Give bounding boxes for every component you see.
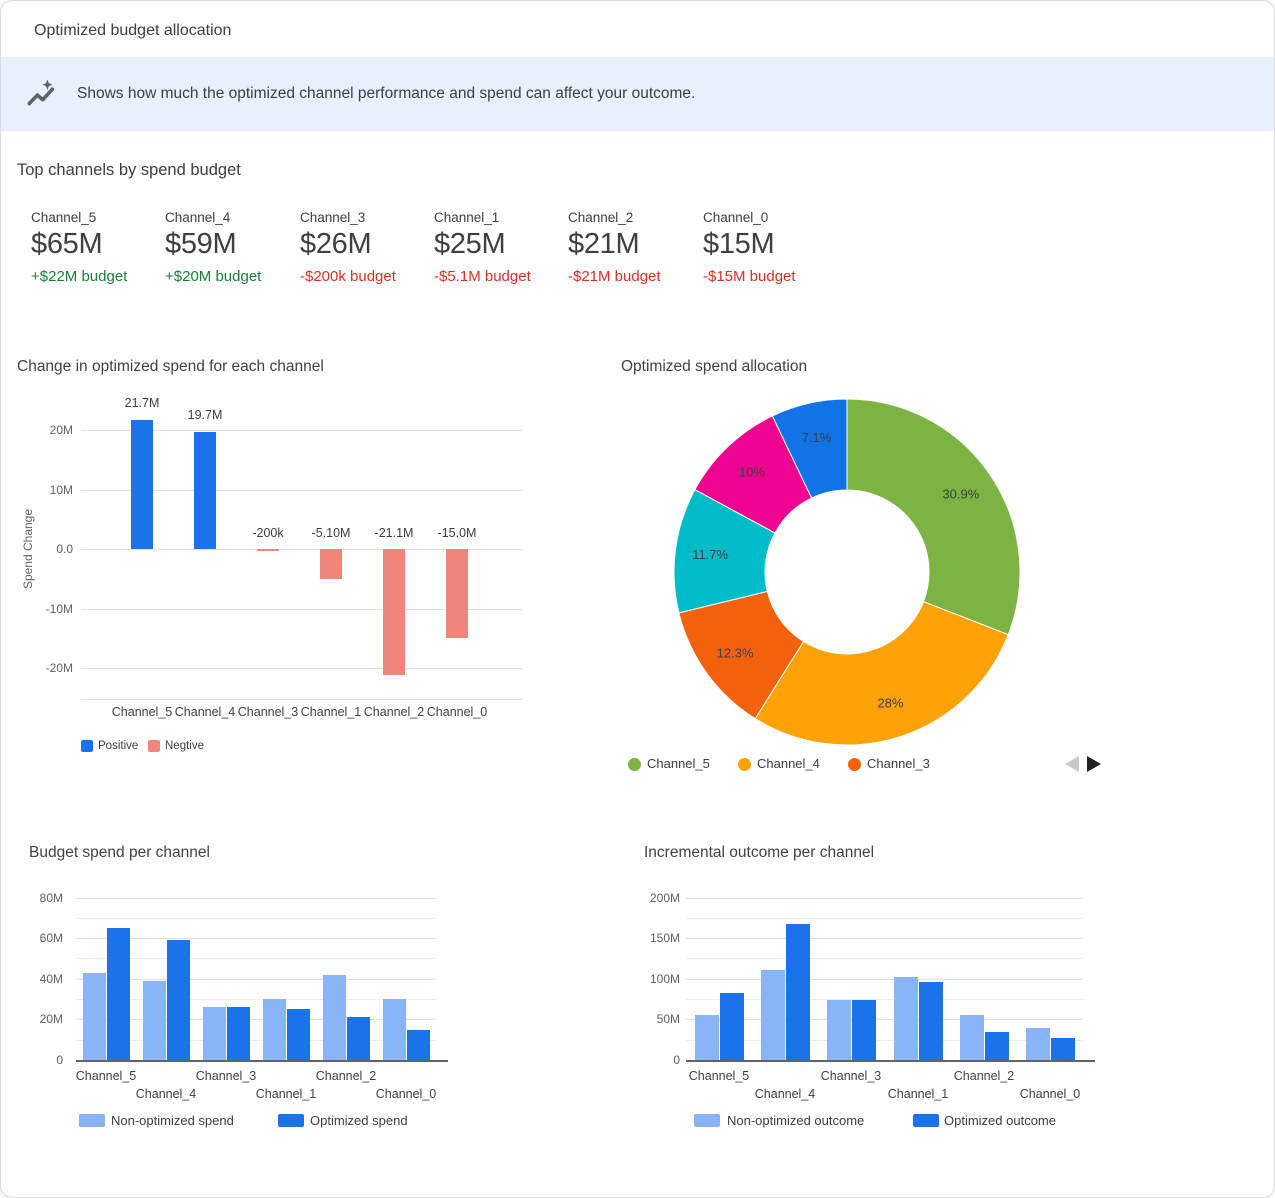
gridline-minor bbox=[686, 958, 1083, 959]
legend-label: Non-optimized spend bbox=[111, 1113, 234, 1128]
donut-legend-label[interactable]: Channel_4 bbox=[757, 756, 820, 771]
y-axis-tick: 10M bbox=[49, 482, 73, 497]
legend-swatch bbox=[79, 1114, 105, 1127]
bar-Channel_3-optimized[interactable] bbox=[227, 1007, 250, 1060]
donut-legend-dot-channel_3 bbox=[848, 758, 861, 771]
bar-Channel_1-non-optimized[interactable] bbox=[263, 999, 286, 1060]
bar-value-label: -21.1M bbox=[374, 526, 414, 540]
bar-Channel_4-optimized[interactable] bbox=[167, 940, 190, 1060]
legend-label: Optimized outcome bbox=[944, 1113, 1056, 1128]
y-axis-tick: 0 bbox=[673, 1053, 680, 1067]
y-axis-tick: 40M bbox=[39, 971, 63, 986]
donut-slice-Channel_4[interactable] bbox=[755, 602, 1008, 745]
stat-channel-name: Channel_2 bbox=[568, 210, 634, 225]
donut-slice-Channel_5[interactable] bbox=[847, 399, 1020, 635]
bar-Channel_2[interactable] bbox=[383, 549, 405, 675]
legend-swatch-positive bbox=[81, 740, 93, 752]
y-axis-tick: 200M bbox=[649, 890, 680, 905]
bar-Channel_3-non-optimized[interactable] bbox=[827, 1000, 851, 1060]
y-axis-tick: 20M bbox=[49, 423, 73, 437]
stat-channel-name: Channel_5 bbox=[31, 210, 97, 225]
channel-stat bbox=[31, 210, 161, 285]
gridline bbox=[686, 979, 1083, 980]
donut-legend-dot-channel_5 bbox=[628, 758, 641, 771]
x-axis-label: Channel_3 bbox=[237, 705, 299, 719]
x-axis-label: Channel_2 bbox=[953, 1069, 1015, 1083]
channel-stat bbox=[434, 210, 564, 285]
channel-stat bbox=[300, 210, 430, 285]
legend-pagination bbox=[1063, 754, 1109, 774]
y-axis-tick: 150M bbox=[649, 931, 680, 946]
bar-Channel_5-non-optimized[interactable] bbox=[695, 1015, 719, 1060]
x-axis-label: Channel_0 bbox=[375, 1087, 437, 1101]
donut-slice-label: 7.1% bbox=[801, 429, 832, 445]
bar-Channel_0-non-optimized[interactable] bbox=[383, 999, 406, 1060]
channel-stat bbox=[568, 210, 698, 285]
x-axis-label: Channel_4 bbox=[754, 1087, 816, 1101]
gridline bbox=[686, 938, 1083, 939]
y-axis-tick: 50M bbox=[656, 1012, 680, 1027]
bar-Channel_2-non-optimized[interactable] bbox=[323, 975, 346, 1060]
gridline-minor bbox=[686, 999, 1083, 1000]
gridline bbox=[81, 668, 523, 669]
x-axis-label: Channel_5 bbox=[75, 1069, 137, 1083]
legend-label: Optimized spend bbox=[310, 1113, 408, 1128]
bar-value-label: -200k bbox=[252, 526, 284, 540]
stat-channel-value: $26M bbox=[300, 228, 372, 260]
legend-label: Non-optimized outcome bbox=[727, 1113, 865, 1128]
bar-Channel_3-non-optimized[interactable] bbox=[203, 1007, 226, 1060]
x-axis-label: Channel_5 bbox=[111, 705, 173, 719]
bar-Channel_3-optimized[interactable] bbox=[852, 1000, 876, 1060]
gridline bbox=[76, 938, 436, 939]
bar-Channel_5-non-optimized[interactable] bbox=[83, 973, 106, 1060]
donut-slice-label: 10% bbox=[738, 464, 765, 480]
x-axis-line bbox=[686, 1060, 1095, 1062]
donut-slice-label: 28% bbox=[877, 695, 904, 711]
bar-Channel_2-non-optimized[interactable] bbox=[960, 1015, 984, 1061]
spend-change-y-axis-title: Spend Change bbox=[21, 508, 35, 590]
bar-Channel_3[interactable] bbox=[257, 549, 279, 551]
stat-channel-name: Channel_0 bbox=[703, 210, 769, 225]
legend-swatch-negtive bbox=[148, 740, 160, 752]
donut-svg bbox=[647, 372, 1047, 772]
y-axis-tick: 100M bbox=[649, 971, 680, 986]
bar-Channel_0[interactable] bbox=[446, 549, 468, 638]
stat-channel-value: $59M bbox=[165, 228, 237, 260]
budget-spend-chart-title: Budget spend per channel bbox=[29, 844, 210, 861]
y-axis-tick: 80M bbox=[39, 890, 63, 905]
donut-legend-label[interactable]: Channel_3 bbox=[867, 756, 930, 771]
x-axis-label: Channel_2 bbox=[363, 705, 425, 719]
channel-stat bbox=[165, 210, 295, 285]
x-axis-label: Channel_2 bbox=[315, 1069, 377, 1083]
stat-channel-name: Channel_1 bbox=[434, 210, 500, 225]
donut-slice-label: 30.9% bbox=[942, 486, 980, 502]
stat-channel-value: $25M bbox=[434, 228, 506, 260]
stat-channel-value: $21M bbox=[568, 228, 640, 260]
banner-text: Shows how much the optimized channel performance and spend can affect your outcome. bbox=[77, 85, 696, 102]
bar-value-label: -5.10M bbox=[311, 526, 351, 540]
stat-channel-value: $15M bbox=[703, 228, 775, 260]
info-banner bbox=[1, 57, 1274, 131]
x-axis-label: Channel_1 bbox=[255, 1087, 317, 1101]
y-axis-tick: 0.0 bbox=[56, 542, 73, 556]
y-axis-tick: -20M bbox=[45, 661, 73, 675]
stat-channel-delta: -$21M budget bbox=[568, 268, 661, 285]
x-axis-label: Channel_4 bbox=[135, 1087, 197, 1101]
legend-next-arrow-icon[interactable] bbox=[1087, 756, 1101, 772]
bar-value-label: -15.0M bbox=[437, 526, 477, 540]
stat-channel-delta: -$200k budget bbox=[300, 268, 396, 285]
stat-channel-name: Channel_3 bbox=[300, 210, 366, 225]
legend-label: Positive bbox=[98, 740, 139, 752]
x-axis-label: Channel_0 bbox=[426, 705, 488, 719]
donut-legend-label[interactable]: Channel_5 bbox=[647, 756, 710, 771]
bar-Channel_0-optimized[interactable] bbox=[407, 1030, 430, 1060]
x-axis-label: Channel_5 bbox=[688, 1069, 750, 1083]
gridline bbox=[76, 898, 436, 899]
bar-Channel_4-optimized[interactable] bbox=[786, 924, 810, 1060]
bar-Channel_0-non-optimized[interactable] bbox=[1026, 1028, 1050, 1060]
stat-channel-name: Channel_4 bbox=[165, 210, 231, 225]
bar-Channel_5-optimized[interactable] bbox=[720, 993, 744, 1060]
bar-Channel_4[interactable] bbox=[194, 432, 216, 549]
bar-Channel_0-optimized[interactable] bbox=[1051, 1038, 1075, 1060]
y-axis-tick: 60M bbox=[39, 931, 63, 946]
bar-Channel_1-optimized[interactable] bbox=[919, 982, 943, 1060]
legend-swatch bbox=[694, 1114, 720, 1127]
gridline bbox=[686, 898, 1083, 899]
stat-channel-delta: -$15M budget bbox=[703, 268, 796, 285]
top-channels-heading: Top channels by spend budget bbox=[17, 161, 241, 179]
bar-Channel_1-non-optimized[interactable] bbox=[894, 977, 918, 1060]
insights-icon bbox=[25, 78, 57, 110]
stat-channel-delta: -$5.1M budget bbox=[434, 268, 531, 285]
x-axis-line bbox=[76, 1060, 448, 1062]
bar-Channel_4-non-optimized[interactable] bbox=[761, 970, 785, 1060]
y-axis-tick: 0 bbox=[56, 1053, 63, 1067]
gridline-minor bbox=[686, 1040, 1083, 1041]
stat-channel-value: $65M bbox=[31, 228, 103, 260]
x-axis-label: Channel_4 bbox=[174, 705, 236, 719]
legend-swatch bbox=[913, 1114, 939, 1127]
donut-slice-label: 12.3% bbox=[716, 645, 754, 661]
gridline-minor bbox=[76, 958, 436, 959]
channel-stat bbox=[703, 210, 833, 285]
plot-bottom-border bbox=[81, 699, 523, 700]
bar-value-label: 21.7M bbox=[124, 395, 160, 410]
bar-Channel_4-non-optimized[interactable] bbox=[143, 981, 166, 1060]
donut-legend-dot-channel_4 bbox=[738, 758, 751, 771]
spend-change-chart-title: Change in optimized spend for each channel bbox=[17, 358, 324, 375]
gridline bbox=[686, 1019, 1083, 1020]
bar-Channel_2-optimized[interactable] bbox=[347, 1017, 370, 1060]
spend-allocation-title: Optimized spend allocation bbox=[621, 358, 808, 375]
gridline-minor bbox=[76, 918, 436, 919]
incremental-outcome-chart-title: Incremental outcome per channel bbox=[644, 844, 875, 861]
y-axis-tick: -10M bbox=[45, 601, 73, 616]
x-axis-label: Channel_1 bbox=[887, 1087, 949, 1101]
bar-Channel_1[interactable] bbox=[320, 549, 342, 579]
bar-Channel_5-optimized[interactable] bbox=[107, 928, 130, 1060]
bar-Channel_1-optimized[interactable] bbox=[287, 1009, 310, 1060]
stat-channel-delta: +$22M budget bbox=[31, 268, 128, 285]
gridline-minor bbox=[686, 918, 1083, 919]
x-axis-label: Channel_3 bbox=[195, 1069, 257, 1083]
gridline bbox=[76, 979, 436, 980]
bar-Channel_5[interactable] bbox=[131, 420, 153, 549]
y-axis-tick: 20M bbox=[39, 1012, 63, 1027]
legend-label: Negtive bbox=[165, 740, 204, 752]
x-axis-label: Channel_1 bbox=[300, 705, 362, 719]
legend-prev-arrow-icon bbox=[1065, 756, 1079, 772]
x-axis-label: Channel_3 bbox=[820, 1069, 882, 1083]
page-title: Optimized budget allocation bbox=[34, 22, 232, 39]
legend-swatch bbox=[278, 1114, 304, 1127]
x-axis-label: Channel_0 bbox=[1019, 1087, 1081, 1101]
stat-channel-delta: +$20M budget bbox=[165, 268, 262, 285]
bar-value-label: 19.7M bbox=[187, 407, 223, 422]
donut-slice-label: 11.7% bbox=[692, 546, 729, 562]
bar-Channel_2-optimized[interactable] bbox=[985, 1032, 1009, 1060]
